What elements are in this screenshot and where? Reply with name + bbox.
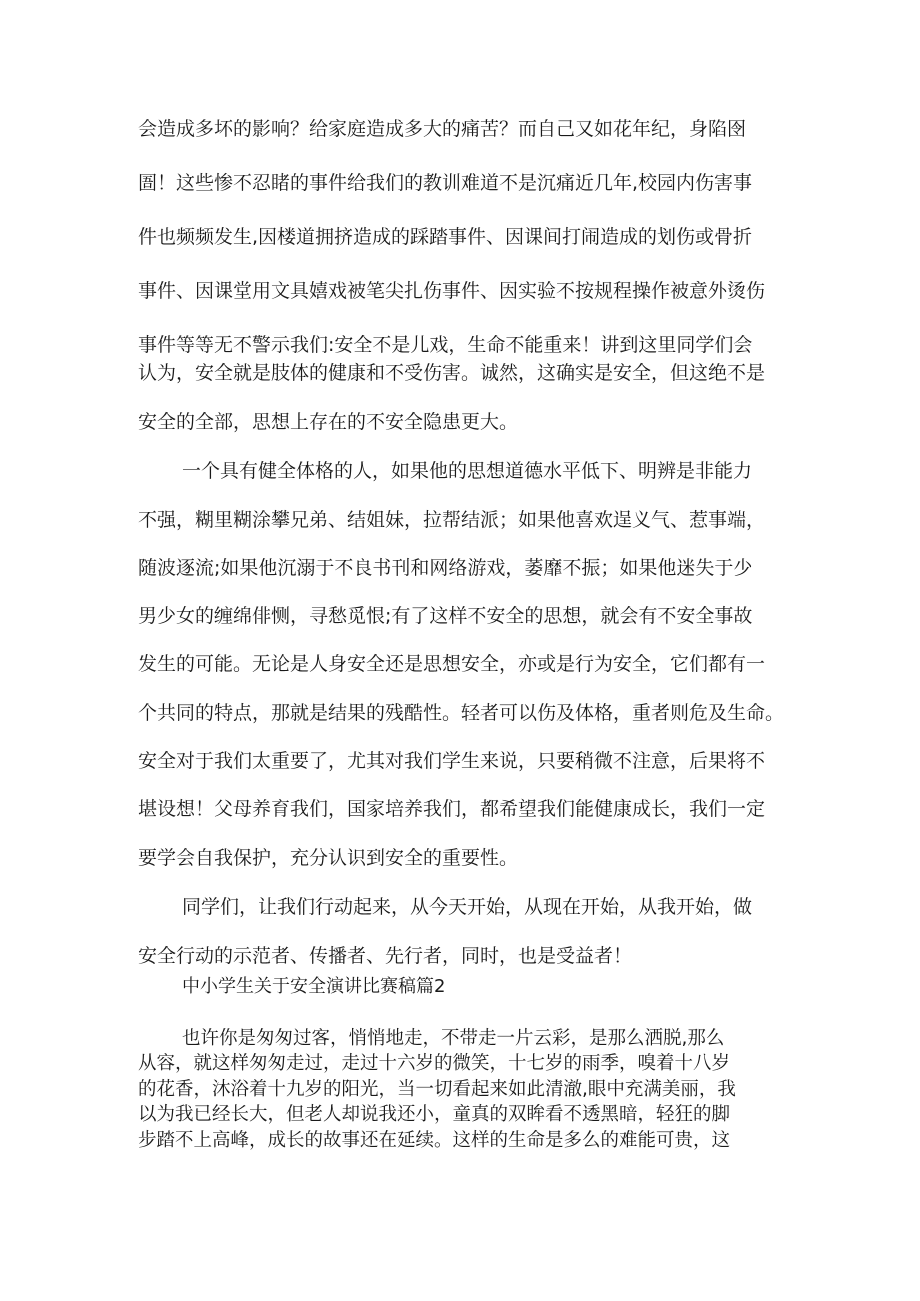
paragraph-line: 男少女的缠绵俳恻，寻愁觅恨;有了这样不安全的思想，就会有不安全事故 [138, 605, 753, 627]
paragraph-line: 件也频频发生,因楼道拥挤造成的踩踏事件、因课间打闹造成的划伤或骨折 [138, 226, 753, 248]
paragraph-line: 步踏不上高峰，成长的故事还在延续。这样的生命是多么的难能可贵，这 [138, 1130, 731, 1151]
paragraph-line: 安全对于我们太重要了，尤其对我们学生来说，只要稍微不注意，后果将不 [138, 750, 766, 772]
paragraph-line: 不强，糊里糊涂攀兄弟、结姐妹，拉帮结派；如果他喜欢逞义气、惹事端， [138, 509, 766, 531]
paragraph-line: 也许你是匆匆过客，悄悄地走，不带走一片云彩，是那么洒脱,那么 [182, 1028, 725, 1049]
paragraph-line: 安全行动的示范者、传播者、先行者，同时，也是受益者！ [138, 945, 633, 967]
paragraph-line: 一个具有健全体格的人，如果他的思想道德水平低下、明辨是非能力 [182, 460, 753, 482]
paragraph-line: 堪设想！父母养育我们，国家培养我们，都希望我们能健康成长，我们一定 [138, 798, 766, 820]
paragraph-line: 以为我已经长大，但老人却说我还小，童真的双眸看不透黑暗，轻狂的脚 [138, 1104, 731, 1125]
paragraph-line: 的花香，沐浴着十九岁的阳光，当一切看起来如此清澈,眼中充满美丽，我 [138, 1079, 736, 1100]
paragraph-line: 发生的可能。无论是人身安全还是思想安全，亦或是行为安全，它们都有一 [138, 653, 766, 675]
paragraph-line: 认为，安全就是肢体的健康和不受伤害。诚然，这确实是安全，但这绝不是 [138, 362, 766, 384]
paragraph-line: 个共同的特点，那就是结果的残酷性。轻者可以伤及体格，重者则危及生命。 [138, 702, 785, 724]
paragraph-line: 事件、因课堂用文具嬉戏被笔尖扎伤事件、因实验不按规程操作被意外烫伤 [138, 280, 766, 302]
paragraph-line: 同学们，让我们行动起来，从今天开始，从现在开始，从我开始，做 [182, 896, 753, 918]
paragraph-line: 要学会自我保护，充分认识到安全的重要性。 [138, 847, 519, 869]
paragraph-line: 从容，就这样匆匆走过，走过十六岁的微笑，十七岁的雨季，嗅着十八岁 [138, 1053, 731, 1074]
section-heading: 中小学生关于安全演讲比赛稿篇2 [182, 976, 446, 997]
paragraph-line: 会造成多坏的影响？给家庭造成多大的痛苦？而自己又如花年纪，身陷囹 [138, 118, 747, 140]
paragraph-line: 事件等等无不警示我们:安全不是儿戏，生命不能重来！讲到这里同学们会 [138, 334, 753, 356]
paragraph-line: 圄！这些惨不忍睹的事件给我们的教训难道不是沉痛近几年,校园内伤害事 [138, 172, 753, 194]
paragraph-line: 随波逐流;如果他沉溺于不良书刊和网络游戏，萎靡不振；如果他迷失于少 [138, 557, 753, 579]
paragraph-line: 安全的全部，思想上存在的不安全隐患更大。 [138, 411, 519, 433]
